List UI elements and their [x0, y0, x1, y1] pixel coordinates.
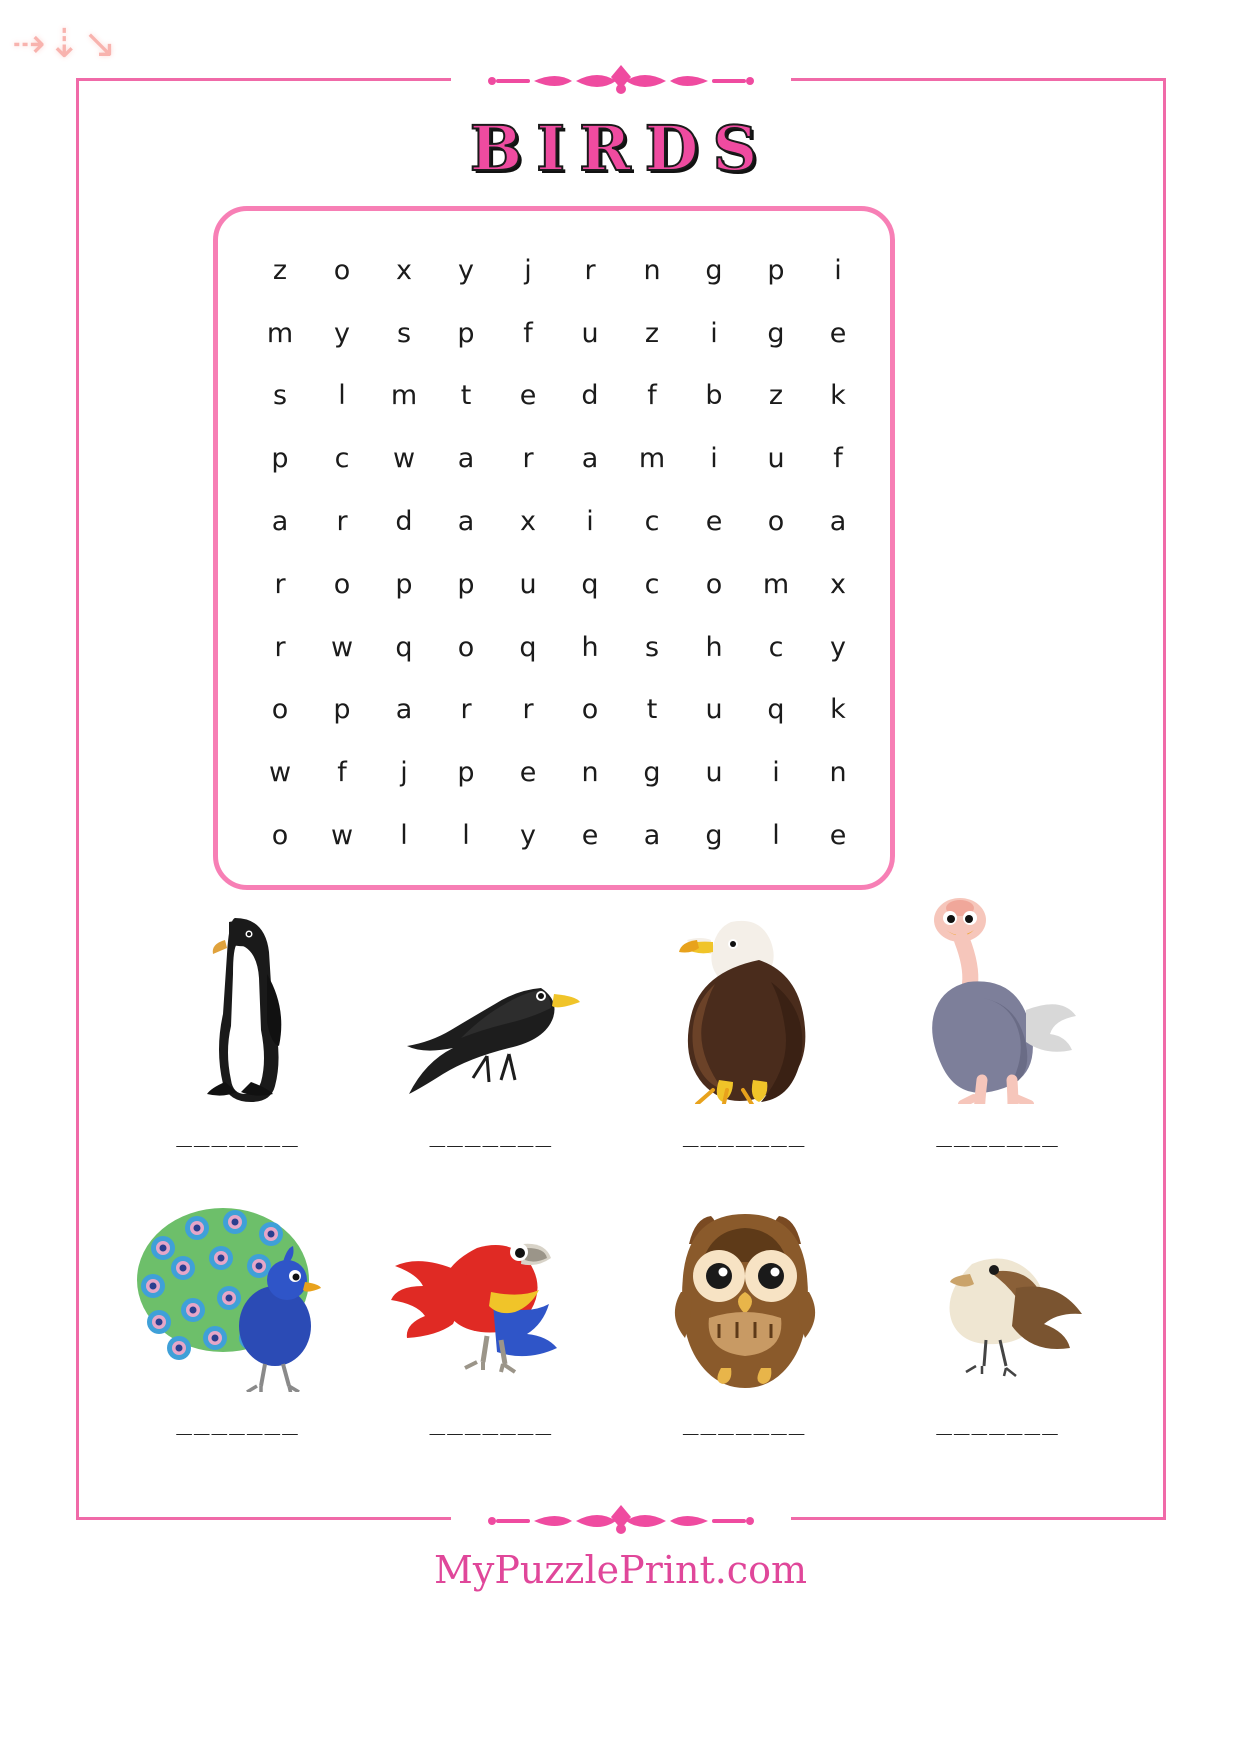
grid-cell[interactable]: w [330, 820, 354, 852]
grid-cell[interactable]: w [268, 757, 292, 789]
grid-cell[interactable]: a [271, 506, 289, 538]
grid-cell[interactable]: f [337, 757, 347, 789]
grid-cell[interactable]: f [647, 380, 657, 412]
letter-grid [249, 239, 869, 867]
ornament-top [451, 58, 791, 104]
grid-cell[interactable]: m [390, 380, 418, 412]
penguin-icon [163, 894, 313, 1104]
grid-cell[interactable]: n [829, 757, 847, 789]
answer-blank[interactable]: _______ [176, 1118, 300, 1148]
grid-cell[interactable]: b [705, 380, 723, 412]
picture-cell-eagle [625, 894, 865, 1148]
peacock-icon [123, 1182, 353, 1392]
grid-cell[interactable]: y [520, 820, 536, 852]
grid-cell[interactable]: i [710, 317, 718, 349]
grid-cell[interactable]: p [333, 694, 351, 726]
grid-cell[interactable]: o [457, 631, 475, 663]
grid-cell[interactable]: f [833, 443, 843, 475]
grid-cell[interactable]: z [644, 317, 660, 349]
grid-cell[interactable]: z [768, 380, 784, 412]
grid-cell[interactable]: s [396, 317, 412, 349]
grid-cell[interactable]: a [457, 443, 475, 475]
grid-cell[interactable]: u [581, 317, 599, 349]
grid-cell[interactable]: k [830, 694, 846, 726]
corner-arrows-decoration: ⇢⇣↘ [12, 22, 119, 66]
ostrich-icon [908, 894, 1088, 1104]
grid-cell[interactable]: k [830, 380, 846, 412]
grid-cell[interactable]: x [396, 254, 412, 286]
grid-cell[interactable]: g [705, 820, 723, 852]
owl-icon [655, 1182, 835, 1392]
grid-cell[interactable]: o [705, 568, 723, 600]
grid-cell[interactable]: m [638, 443, 666, 475]
sparrow-icon [898, 1182, 1098, 1392]
grid-cell[interactable]: i [772, 757, 780, 789]
site-footer: MyPuzzlePrint.com [433, 1548, 807, 1592]
grid-cell[interactable]: r [274, 631, 286, 663]
picture-cell-parrot [371, 1182, 611, 1436]
picture-cell-sparrow [878, 1182, 1118, 1436]
grid-cell[interactable]: e [829, 317, 847, 349]
grid-cell[interactable]: g [767, 317, 785, 349]
grid-cell[interactable]: o [271, 820, 289, 852]
grid-cell[interactable]: t [646, 694, 658, 726]
grid-cell[interactable]: m [266, 317, 294, 349]
answer-blank[interactable]: _______ [936, 1406, 1060, 1436]
grid-cell[interactable]: w [392, 443, 416, 475]
row-spacer [118, 1148, 1118, 1186]
grid-cell[interactable]: p [457, 568, 475, 600]
answer-blank[interactable]: _______ [682, 1118, 807, 1148]
grid-cell[interactable]: e [519, 757, 537, 789]
grid-cell[interactable]: t [460, 380, 472, 412]
grid-cell[interactable]: c [644, 568, 660, 600]
grid-cell[interactable]: a [457, 506, 475, 538]
grid-cell[interactable]: s [272, 380, 288, 412]
grid-cell[interactable]: l [462, 820, 470, 852]
grid-cell[interactable]: a [581, 443, 599, 475]
grid-cell[interactable]: r [522, 694, 534, 726]
grid-cell[interactable]: c [334, 443, 350, 475]
picture-answer-section [118, 898, 1118, 1436]
picture-cell-ostrich [878, 894, 1118, 1148]
grid-cell[interactable]: r [336, 506, 348, 538]
grid-cell[interactable]: l [400, 820, 408, 852]
grid-cell[interactable]: p [395, 568, 413, 600]
grid-cell[interactable]: a [829, 506, 847, 538]
grid-cell[interactable]: p [271, 443, 289, 475]
grid-cell[interactable]: g [705, 254, 723, 286]
grid-cell[interactable]: p [767, 254, 785, 286]
grid-cell[interactable]: o [581, 694, 599, 726]
grid-cell[interactable]: c [644, 506, 660, 538]
page-title: BIRDS [469, 112, 772, 185]
grid-cell[interactable]: q [581, 568, 599, 600]
grid-cell[interactable]: l [338, 380, 346, 412]
grid-cell[interactable]: n [581, 757, 599, 789]
grid-cell[interactable]: n [643, 254, 661, 286]
grid-cell[interactable]: r [522, 443, 534, 475]
grid-cell[interactable]: q [395, 631, 413, 663]
grid-cell[interactable]: u [705, 757, 723, 789]
grid-cell[interactable]: s [644, 631, 660, 663]
grid-cell[interactable]: q [519, 631, 537, 663]
grid-cell[interactable]: x [520, 506, 536, 538]
grid-cell[interactable]: c [768, 631, 784, 663]
grid-cell[interactable]: l [772, 820, 780, 852]
grid-cell[interactable]: r [584, 254, 596, 286]
grid-cell[interactable]: u [705, 694, 723, 726]
answer-blank[interactable]: _______ [429, 1406, 554, 1436]
grid-cell[interactable]: o [333, 254, 351, 286]
picture-cell-crow [371, 894, 611, 1148]
picture-row-2 [118, 1186, 1118, 1436]
grid-cell[interactable]: u [767, 443, 785, 475]
picture-cell-peacock [118, 1182, 358, 1436]
answer-blank[interactable]: _______ [176, 1406, 300, 1436]
grid-cell[interactable]: m [762, 568, 790, 600]
grid-cell[interactable]: e [705, 506, 723, 538]
grid-cell[interactable]: r [460, 694, 472, 726]
grid-cell[interactable]: r [274, 568, 286, 600]
grid-cell[interactable]: o [333, 568, 351, 600]
grid-cell[interactable]: x [830, 568, 846, 600]
grid-cell[interactable]: i [834, 254, 842, 286]
grid-cell[interactable]: i [586, 506, 594, 538]
grid-cell[interactable]: d [395, 506, 413, 538]
grid-cell[interactable]: w [330, 631, 354, 663]
grid-cell[interactable]: i [710, 443, 718, 475]
ornament-bottom [451, 1498, 791, 1544]
grid-cell[interactable]: q [767, 694, 785, 726]
grid-cell[interactable]: y [830, 631, 846, 663]
eagle-icon [655, 894, 835, 1104]
grid-cell[interactable]: o [271, 694, 289, 726]
picture-row-1 [118, 898, 1118, 1148]
grid-cell[interactable]: h [581, 631, 599, 663]
grid-cell[interactable]: d [581, 380, 599, 412]
crow-icon [391, 894, 591, 1104]
grid-cell[interactable]: z [272, 254, 288, 286]
picture-cell-owl [625, 1182, 865, 1436]
grid-cell[interactable]: a [395, 694, 413, 726]
grid-cell[interactable]: o [767, 506, 785, 538]
grid-cell[interactable]: u [519, 568, 537, 600]
grid-cell[interactable]: j [400, 757, 408, 789]
grid-cell[interactable]: e [581, 820, 599, 852]
answer-blank[interactable]: _______ [936, 1118, 1060, 1148]
word-search-grid-container [213, 206, 895, 890]
grid-cell[interactable]: j [524, 254, 532, 286]
grid-cell[interactable]: p [457, 757, 475, 789]
grid-cell[interactable]: y [458, 254, 474, 286]
grid-cell[interactable]: e [519, 380, 537, 412]
parrot-icon [381, 1182, 601, 1392]
grid-cell[interactable]: h [705, 631, 723, 663]
grid-cell[interactable]: f [523, 317, 533, 349]
grid-cell[interactable]: g [643, 757, 661, 789]
grid-cell[interactable]: e [829, 820, 847, 852]
answer-blank[interactable]: _______ [429, 1118, 554, 1148]
answer-blank[interactable]: _______ [682, 1406, 807, 1436]
picture-cell-penguin [118, 894, 358, 1148]
grid-cell[interactable]: p [457, 317, 475, 349]
grid-cell[interactable]: y [334, 317, 350, 349]
grid-cell[interactable]: a [643, 820, 661, 852]
